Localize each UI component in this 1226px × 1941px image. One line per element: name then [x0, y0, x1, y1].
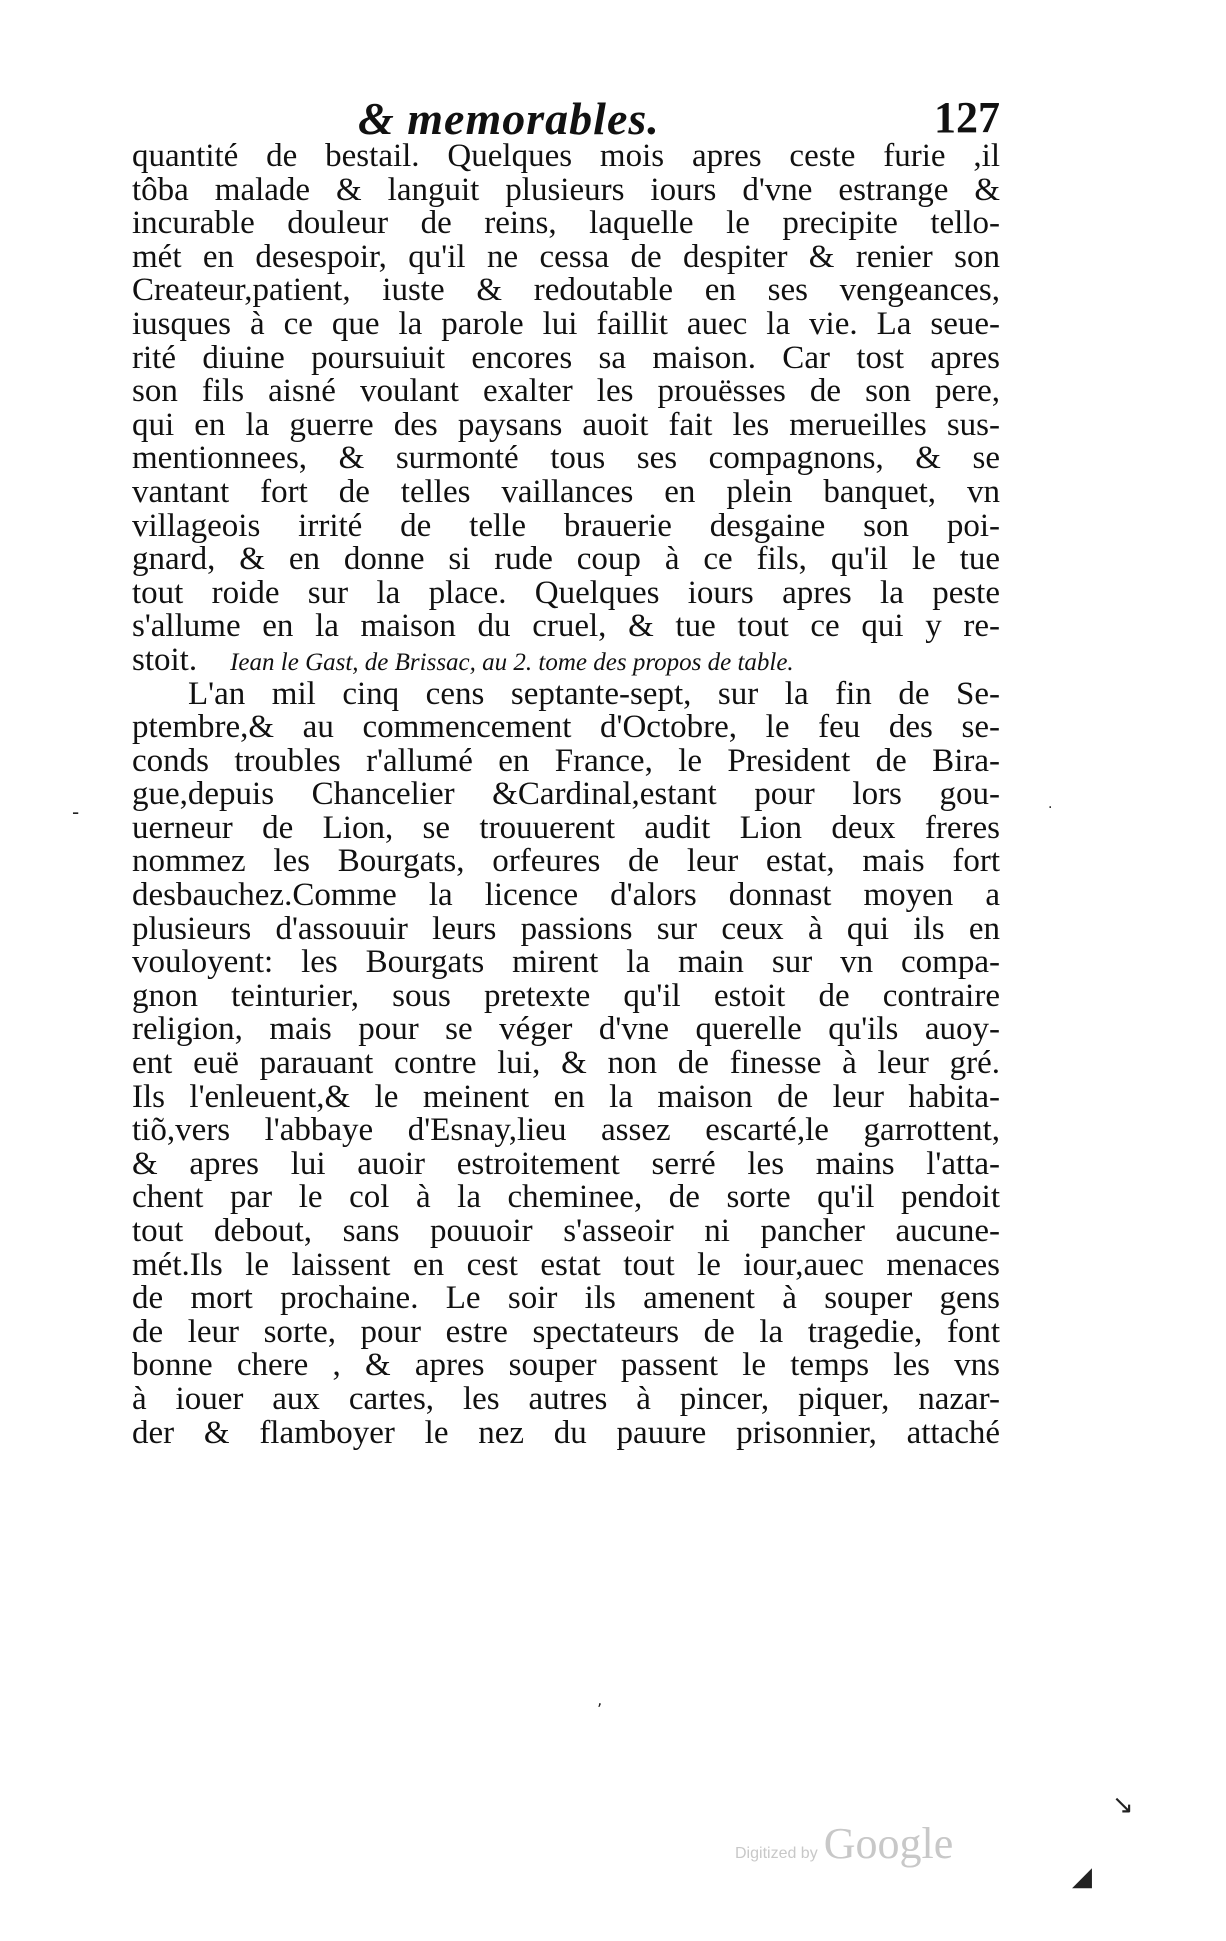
text-line: tout debout, sans pouuoir s'asseoir ni pancher aucune-: [132, 1213, 1000, 1249]
text-line: conds troubles r'allumé en France, le President de Bira-: [132, 742, 1000, 779]
margin-speck: ʼ: [597, 1700, 603, 1719]
text-line: villageois irrité de telle brauerie desgaine son poi-: [132, 507, 1000, 544]
text-line: uerneur de Lion, se trouuerent audit Lion deux freres: [132, 809, 1000, 846]
margin-speck: ·: [1048, 800, 1053, 816]
running-title: & memorables.: [358, 93, 660, 144]
google-logo: Google: [823, 1819, 954, 1868]
text-line: Createur,patient, iuste & redoutable en ses vengeances,: [132, 272, 1000, 309]
text-line-with-citation: [132, 641, 1000, 678]
text-line: gnon teinturier, sous pretexte qu'il estoit de contraire: [132, 977, 1000, 1014]
text-line: religion, mais pour se véger d'vne querelle qu'ils auoy-: [132, 1011, 1000, 1048]
text-line: Ils l'enleuent,& le meinent en la maison de leur habita-: [132, 1078, 1000, 1115]
text-line: tiõ,vers l'abbaye d'Esnay,lieu assez escarté,le garrottent,: [132, 1112, 1000, 1149]
text-line: chent par le col à la cheminee, de sorte qu'il pendoit: [132, 1179, 1000, 1216]
margin-speck: -: [72, 800, 80, 824]
text-line: nommez les Bourgats, orfeures de leur estat, mais fort: [132, 843, 1000, 880]
text-line: qui en la guerre des paysans auoit fait les merueilles sus-: [132, 406, 1000, 443]
text-line: mentionnees, & surmonté tous ses compagnons, & se: [132, 440, 1000, 477]
text-line: plusieurs d'assouuir leurs passions sur ceux à qui ils en: [132, 910, 1000, 947]
text-line: de leur sorte, pour estre spectateurs de la tragedie, font: [132, 1313, 1000, 1350]
body-text: [132, 140, 1000, 1450]
text-line: son fils aisné voulant exalter les prouësses de son pere,: [132, 373, 1000, 410]
text-line: ent euë parauant contre lui, & non de finesse à leur gré.: [132, 1045, 1000, 1082]
text-line: s'allume en la maison du cruel, & tue tout ce qui y re-: [132, 608, 1000, 645]
text-line: rité diuine poursuiuit encores sa maison. Car tost apres: [132, 339, 1000, 376]
text-line: der & flamboyer le nez du pauure prisonnier, attaché: [132, 1414, 1000, 1451]
text-line: à iouer aux cartes, les autres à pincer, piquer, nazar-: [132, 1380, 1000, 1417]
text-line: tout roide sur la place. Quelques iours apres la peste: [132, 574, 1000, 611]
text-line: tôba malade & languit plusieurs iours d'vne estrange &: [132, 171, 1000, 208]
page-number: 127: [934, 93, 1000, 142]
source-citation: Iean le Gast, de Brissac, au 2. tome des propos de table.: [230, 648, 794, 676]
text-line: gnard, & en donne si rude coup à ce fils, qu'il le tue: [132, 541, 1000, 578]
text-line: incurable douleur de reins, laquelle le precipite tello-: [132, 205, 1000, 242]
text-line: quantité de bestail. Quelques mois apres ceste furie ,il: [132, 138, 1000, 174]
watermark-prefix: Digitized by: [735, 1845, 818, 1862]
text-line: L'an mil cinq cens septante-sept, sur la fin de Se-: [188, 675, 1000, 712]
text-line: mét en desespoir, qu'il ne cessa de despiter & renier son: [132, 238, 1000, 275]
paragraph-2: [132, 675, 1000, 1451]
text-line: gue,depuis Chancelier &Cardinal,estant pour lors gou-: [132, 776, 1000, 813]
paragraph-1: [132, 140, 1000, 678]
corner-mark: ◢: [1072, 1862, 1092, 1892]
text-line: & apres lui auoir estroitement serré les mains l'atta-: [132, 1145, 1000, 1182]
text-line: bonne chere , & apres souper passent le temps les vns: [132, 1347, 1000, 1384]
margin-speck: ↘: [1112, 1790, 1134, 1820]
text-line: vouloyent: les Bourgats mirent la main sur vn compa-: [132, 944, 1000, 981]
paragraph-1-end: stoit.: [132, 641, 198, 678]
page-header: [300, 92, 1000, 144]
text-line: mét.Ils le laissent en cest estat tout le iour,auec menaces: [132, 1246, 1000, 1283]
text-line: iusques à ce que la parole lui faillit auec la vie. La seue-: [132, 305, 1000, 342]
text-line: de mort prochaine. Le soir ils amenent à souper gens: [132, 1280, 1000, 1317]
scan-watermark: [735, 1818, 953, 1869]
text-line: desbauchez.Comme la licence d'alors donnast moyen a: [132, 877, 1000, 914]
text-line: vantant fort de telles vaillances en plein banquet, vn: [132, 473, 1000, 510]
text-line: ptembre,& au commencement d'Octobre, le feu des se-: [132, 709, 1000, 746]
